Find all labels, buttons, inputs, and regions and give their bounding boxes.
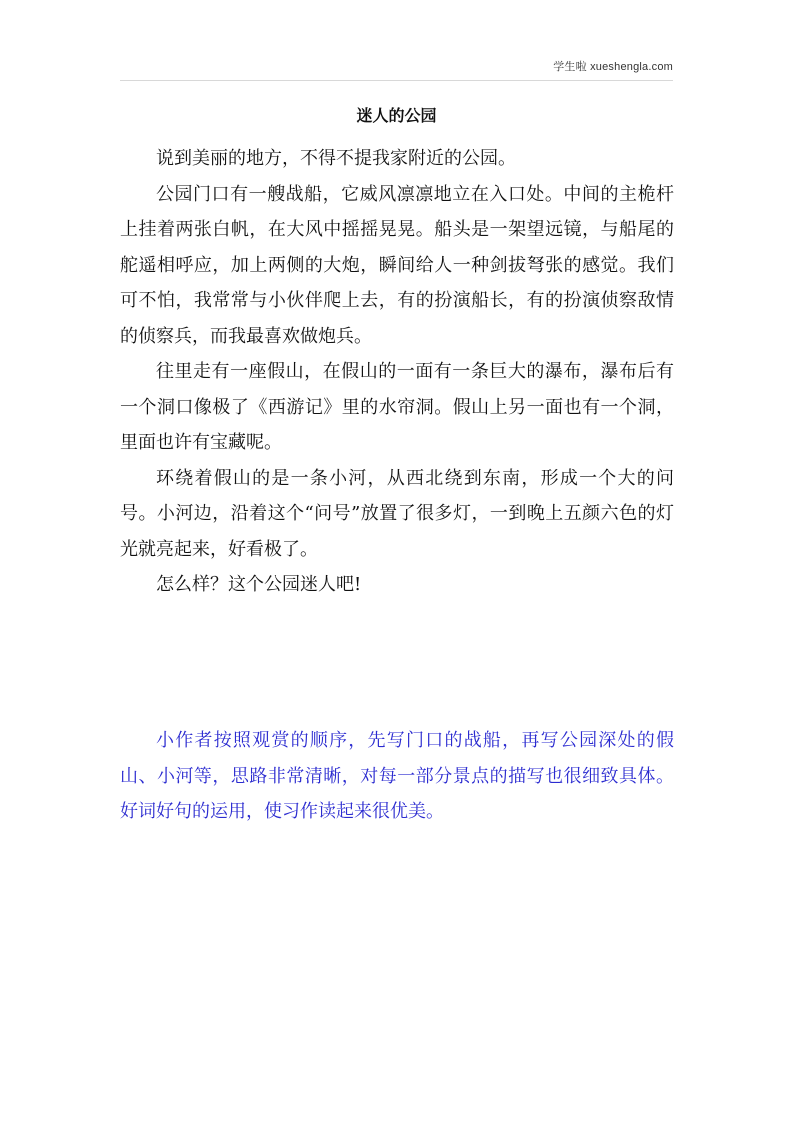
essay-title: 迷人的公园: [356, 106, 437, 125]
essay-body: [120, 141, 674, 603]
teacher-comment: [120, 723, 674, 830]
essay-paragraph-3: 往里走有一座假山，在假山的一面有一条巨大的瀑布，瀑布后有一个洞口像极了《西游记》里的水帘洞。假山上另一面也有一个洞，里面也许有宝藏呢。: [120, 361, 674, 453]
essay-paragraph-5: 怎么样？这个公园迷人吧!: [156, 574, 362, 595]
header-divider: [120, 80, 673, 81]
teacher-comment-text: 小作者按照观赏的顺序，先写门口的战船，再写公园深处的假山、小河等，思路非常清晰，对每一部分景点的描写也很细致具体。好词好句的运用，使习作读起来很优美。: [120, 730, 674, 822]
essay-paragraph-1: 说到美丽的地方，不得不提我家附近的公园。: [156, 148, 516, 169]
site-watermark: 学生啦 xueshengla.com: [553, 61, 673, 73]
essay-paragraph-2: 公园门口有一艘战船，它威风凛凛地立在入口处。中间的主桅杆上挂着两张白帆，在大风中摇摇晃晃。船头是一架望远镜，与船尾的舵遥相呼应，加上两侧的大炮，瞬间给人一种剑拔弩张的感觉。我们可不怕，我常常与小伙伴爬上去，有的扮演船长，有的扮演侦察敌情的侦察兵，而我最喜欢做炮兵。: [120, 183, 674, 347]
essay-paragraph-4: 环绕着假山的是一条小河，从西北绕到东南，形成一个大的问号。小河边，沿着这个“问号”放置了很多灯，一到晚上五颜六色的灯光就亮起来，好看极了。: [120, 467, 674, 560]
